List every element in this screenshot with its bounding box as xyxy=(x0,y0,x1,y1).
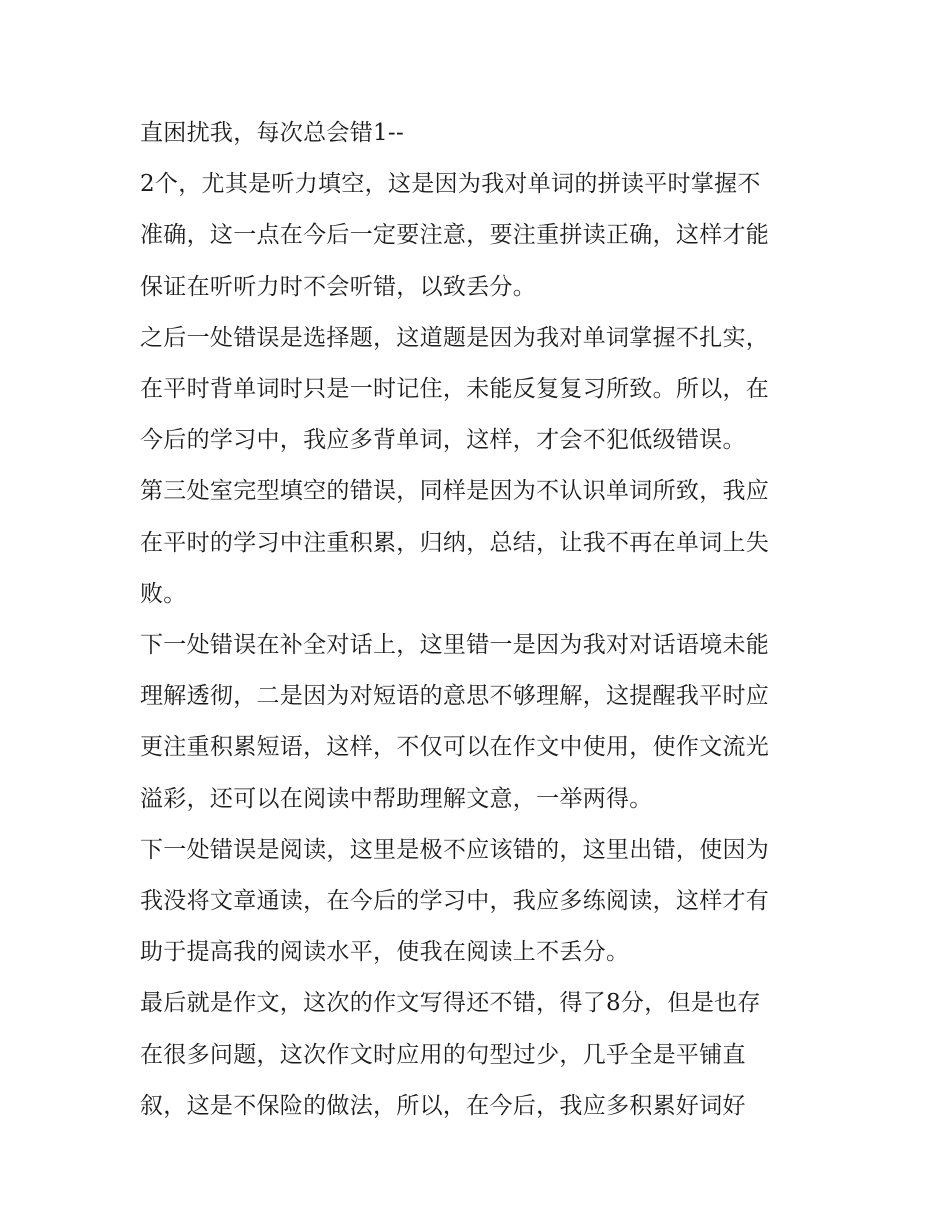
text-line: 第三处室完型填空的错误，同样是因为不认识单词所致，我应 xyxy=(140,478,770,505)
text-line: 在平时背单词时只是一时记住，未能反复复习所致。所以，在 xyxy=(140,376,770,403)
text-line: 在很多问题，这次作文时应用的句型过少，几乎全是平铺直 xyxy=(140,1041,746,1068)
text-line: 下一处错误是阅读，这里是极不应该错的，这里出错，使因为 xyxy=(140,836,770,863)
text-line: 助于提高我的阅读水平，使我在阅读上不丢分。 xyxy=(140,939,630,966)
text-line: 溢彩，还可以在阅读中帮助理解文意，一举两得。 xyxy=(140,785,653,812)
text-line: 今后的学习中，我应多背单词，这样，才会不犯低级错误。 xyxy=(140,427,746,454)
text-line: 理解透彻，二是因为对短语的意思不够理解，这提醒我平时应 xyxy=(140,683,770,710)
text-line: 在平时的学习中注重积累，归纳，总结，让我不再在单词上失 xyxy=(140,529,770,556)
text-line: 我没将文章通读，在今后的学习中，我应多练阅读，这样才有 xyxy=(140,888,770,915)
text-line: 直困扰我，每次总会错1-- xyxy=(140,120,405,146)
text-line: 败。 xyxy=(140,580,187,607)
text-line: 下一处错误在补全对话上，这里错一是因为我对对话语境未能 xyxy=(140,632,770,659)
text-line: 叙，这是不保险的做法，所以，在今后，我应多积累好词好 xyxy=(140,1092,746,1119)
document-body xyxy=(140,108,820,1132)
text-line: 更注重积累短语，这样，不仅可以在作文中使用，使作文流光 xyxy=(140,734,770,761)
text-line: 最后就是作文，这次的作文写得还不错，得了8分，但是也存 xyxy=(140,990,761,1017)
text-line: 2个，尤其是听力填空，这是因为我对单词的拼读平时掌握不 xyxy=(140,171,761,198)
text-line: 之后一处错误是选择题，这道题是因为我对单词掌握不扎实， xyxy=(140,324,770,351)
text-line: 准确，这一点在今后一定要注意，要注重拼读正确，这样才能 xyxy=(140,222,770,249)
text-line: 保证在听听力时不会听错，以致丢分。 xyxy=(140,273,537,300)
